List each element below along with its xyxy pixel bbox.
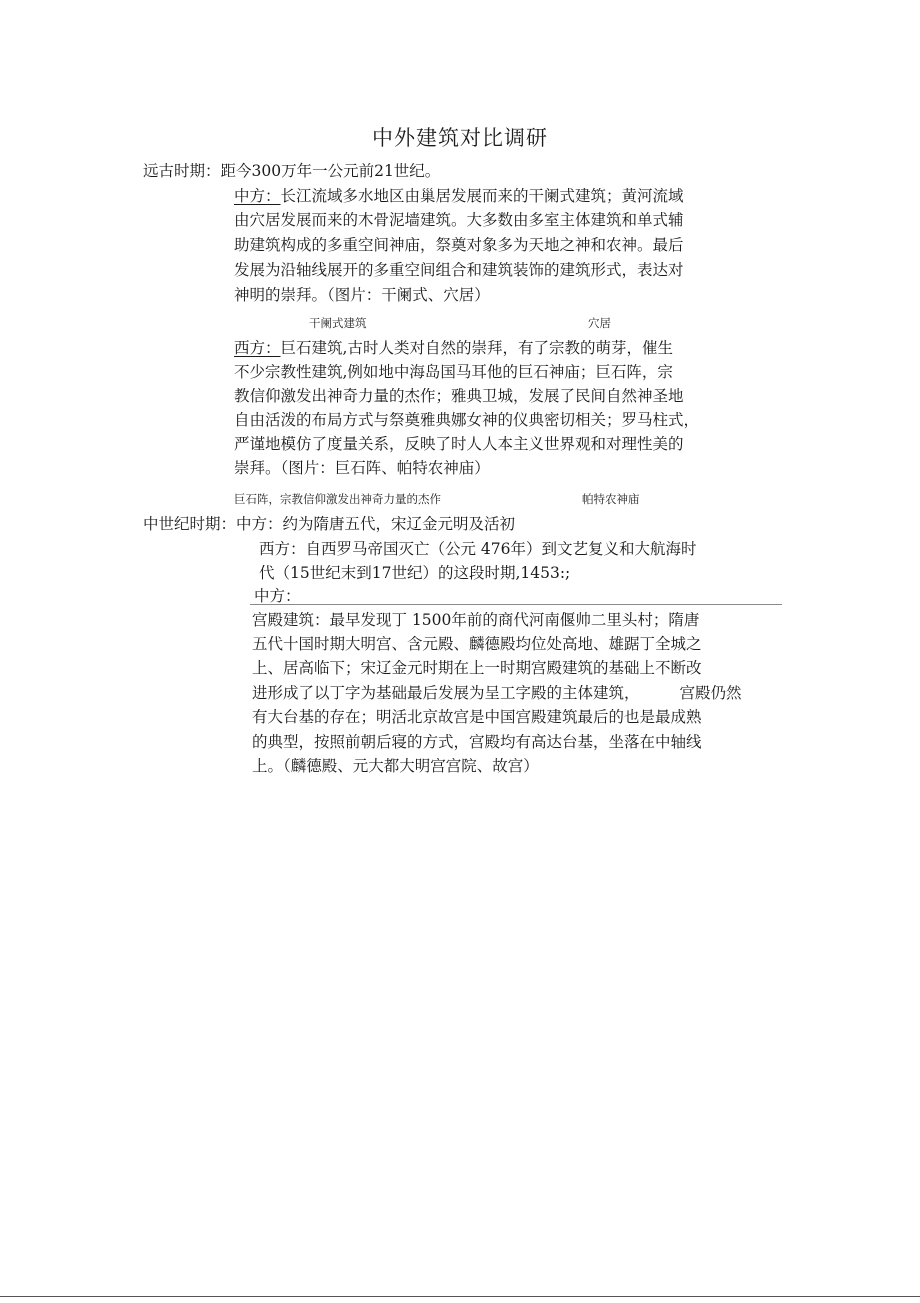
ancient-heading: 远古时期：距今300万年一公元前21世纪。 xyxy=(143,162,441,180)
ancient-china-line-4: 发展为沿轴线展开的多重空间组合和建筑装饰的建筑形式，表达对 xyxy=(234,261,684,279)
page-title: 中外建筑对比调研 xyxy=(372,126,548,150)
section-divider xyxy=(250,604,782,605)
ancient-china-line-2: 由穴居发展而来的木骨泥墙建筑。大多数由多室主体建筑和单式辅 xyxy=(234,211,684,229)
palace-line-2: 五代十国时期大明宫、含元殿、麟德殿均位处高地、雄踞丁全城之 xyxy=(252,635,702,653)
palace-line-7: 上。（麟德殿、元大都大明宫宫院、故宫） xyxy=(252,757,539,775)
caption-xueju: 穴居 xyxy=(588,316,611,330)
ancient-west-line-4: 自由活泼的布局方式与祭奠雅典娜女神的仪典密切相关；罗马柱式， xyxy=(234,411,700,429)
ancient-china-text-1: 长江流域多水地区由巢居发展而来的干阑式建筑；黄河流域 xyxy=(280,187,684,205)
palace-line-5: 有大台基的存在；明活北京故宫是中国宫殿建筑最后的也是最成熟 xyxy=(252,708,702,726)
palace-line-3: 上、居高临下；宋辽金元时期在上一时期宫殿建筑的基础上不断改 xyxy=(252,659,702,677)
palace-line-4-text: 进形成了以丁字为基础最后发展为呈工字殿的主体建筑， xyxy=(252,684,640,702)
palace-line-1: 宫殿建筑：最早发现丁 1500年前的商代河南偃帅二里头村；隋唐 xyxy=(252,611,700,629)
ancient-west-line-1 xyxy=(234,336,673,360)
medieval-west-line-2: 代（15世纪末到17世纪）的这段时期,1453:; xyxy=(259,564,571,582)
ancient-china-line-5: 神明的崇拜。（图片：干阑式、穴居） xyxy=(234,286,490,304)
ancient-china-line-1 xyxy=(234,184,684,208)
caption-ganlan: 干阑式建筑 xyxy=(309,316,367,330)
ancient-west-line-6: 崇拜。（图片：巨石阵、帕特农神庙） xyxy=(234,459,490,477)
ancient-china-line-3: 助建筑构成的多重空间神庙，祭奠对象多为天地之神和农神。最后 xyxy=(234,236,684,254)
medieval-heading: 中世纪时期：中方：约为隋唐五代，宋辽金元明及活初 xyxy=(143,515,516,533)
palace-line-6: 的典型，按照前朝后寝的方式，宫殿均有高达台基，坐落在中轴线 xyxy=(252,733,702,751)
ancient-west-line-5: 严谨地模仿了度量关系，反映了时人人本主义世界观和对理性美的 xyxy=(234,435,684,453)
medieval-china-label: 中方： xyxy=(254,587,301,605)
medieval-west-line-1: 西方：自西罗马帝国灭亡（公元 476年）到文艺复义和大航海时 xyxy=(259,540,697,558)
palace-line-4 xyxy=(252,681,742,705)
page-bottom-border xyxy=(0,1296,920,1297)
caption-parthenon: 帕特农神庙 xyxy=(582,492,640,506)
caption-stonehenge: 巨石阵，宗教信仰激发出神奇力量的杰作 xyxy=(234,492,441,506)
ancient-china-label: 中方： xyxy=(234,187,281,205)
ancient-west-label: 西方： xyxy=(234,339,281,357)
ancient-west-line-3: 教信仰激发出神奇力量的杰作；雅典卫城，发展了民间自然神圣地 xyxy=(234,387,684,405)
ancient-west-line-2: 不少宗教性建筑,例如地中海岛国马耳他的巨石神庙；巨石阵，宗 xyxy=(234,363,673,381)
ancient-west-text-1: 巨石建筑,古时人类对自然的崇拜，有了宗教的萌芽，催生 xyxy=(280,339,673,357)
palace-line-4-tail: 宫殿仍然 xyxy=(679,684,742,702)
